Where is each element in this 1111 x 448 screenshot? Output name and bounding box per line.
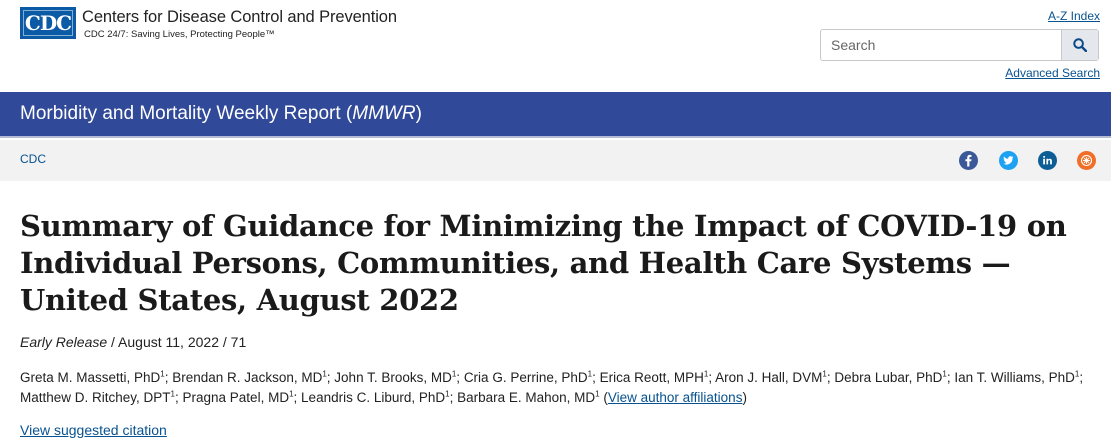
advanced-search-link[interactable]: Advanced Search: [1005, 66, 1100, 80]
affiliation-marker: 1: [170, 389, 175, 399]
site-header: [0, 0, 1111, 92]
affiliation-marker: 1: [587, 369, 593, 379]
author-name: Brendan R. Jackson, MD: [172, 370, 323, 385]
logo-text: CDC: [24, 11, 72, 35]
az-index-link[interactable]: A-Z Index: [1047, 9, 1100, 23]
affiliation-marker: 1: [822, 369, 827, 379]
banner-title[interactable]: Morbidity and Mortality Weekly Report (MMWR): [20, 103, 422, 124]
author-name: Matthew D. Ritchey, DPT: [20, 390, 171, 405]
author-name: Cria G. Perrine, PhD: [463, 370, 588, 385]
cdc-logo[interactable]: [20, 7, 76, 39]
author-name: Ian T. Williams, PhD: [954, 370, 1075, 385]
org-tagline: CDC 24/7: Saving Lives, Protecting People™: [84, 29, 275, 40]
author-name: John T. Brooks, MD: [334, 370, 452, 385]
banner-title-abbrev: MMWR: [352, 103, 416, 124]
affiliation-marker: 1: [942, 369, 947, 379]
affiliation-marker: 1: [1074, 369, 1080, 379]
article-title: Summary of Guidance for Minimizing the Impact of COVID-19 on Individual Persons, Communities, and Health Care Systems — United States, August 2022: [20, 209, 1067, 317]
search-button[interactable]: [1061, 30, 1098, 60]
author-name: Debra Lubar, PhD: [834, 370, 943, 385]
view-citation-link[interactable]: View suggested citation: [20, 422, 167, 438]
author-list: Greta M. Massetti, PhD$^1$; Brendan R. Jackson, $MD^1$; John T. Brooks, $MD^1$; Cria G. Perrine, PhD$^1$; Erica Reott, MPH$^1$; Aron J. Hall, DVM$^1$; Debra Lubar, PhD$^1$; Ian T. Williams, PhD$^1$; Matthew D. Ritchey, DPT$^1$; Pragna Patel, $MD^1$; Leandris C. Liburd, PhD$^1$; Barbara E. Mahon, $MD^1$ (View author affiliations): [20, 369, 1084, 405]
breadcrumb-bar: [0, 140, 1111, 181]
author-name: Pragna Patel, MD: [182, 390, 290, 405]
syndication-icon[interactable]: [1077, 151, 1096, 170]
affiliation-marker: 1: [160, 369, 165, 379]
affiliation-marker: 1: [703, 369, 709, 379]
twitter-icon[interactable]: [999, 151, 1018, 170]
affiliation-marker: 1: [445, 389, 450, 399]
release-date-volume: / August 11, 2022 / 71: [107, 334, 247, 350]
search-icon: [1073, 38, 1087, 52]
search-box: [820, 29, 1099, 61]
search-input[interactable]: [821, 30, 1061, 60]
author-name: Barbara E. Mahon, MD: [457, 390, 596, 405]
linkedin-icon[interactable]: [1038, 151, 1057, 170]
affiliation-marker: 1: [322, 369, 327, 379]
author-name: Aron J. Hall, DVM: [715, 370, 823, 385]
view-affiliations-link[interactable]: View author affiliations: [607, 390, 743, 405]
facebook-icon[interactable]: [959, 151, 978, 170]
author-name: Erica Reott, MPH: [599, 370, 704, 385]
author-name: Leandris C. Liburd, PhD: [301, 390, 446, 405]
release-info: [20, 334, 246, 350]
affiliation-marker: 1: [595, 389, 600, 399]
org-name[interactable]: Centers for Disease Control and Prevention: [82, 8, 397, 26]
affiliation-marker: 1: [451, 369, 457, 379]
breadcrumb-cdc[interactable]: CDC: [20, 152, 46, 166]
author-name: Greta M. Massetti, PhD: [20, 370, 161, 385]
mmwr-banner: [0, 92, 1111, 138]
affiliation-marker: 1: [289, 389, 294, 399]
release-type: Early Release: [20, 334, 108, 350]
